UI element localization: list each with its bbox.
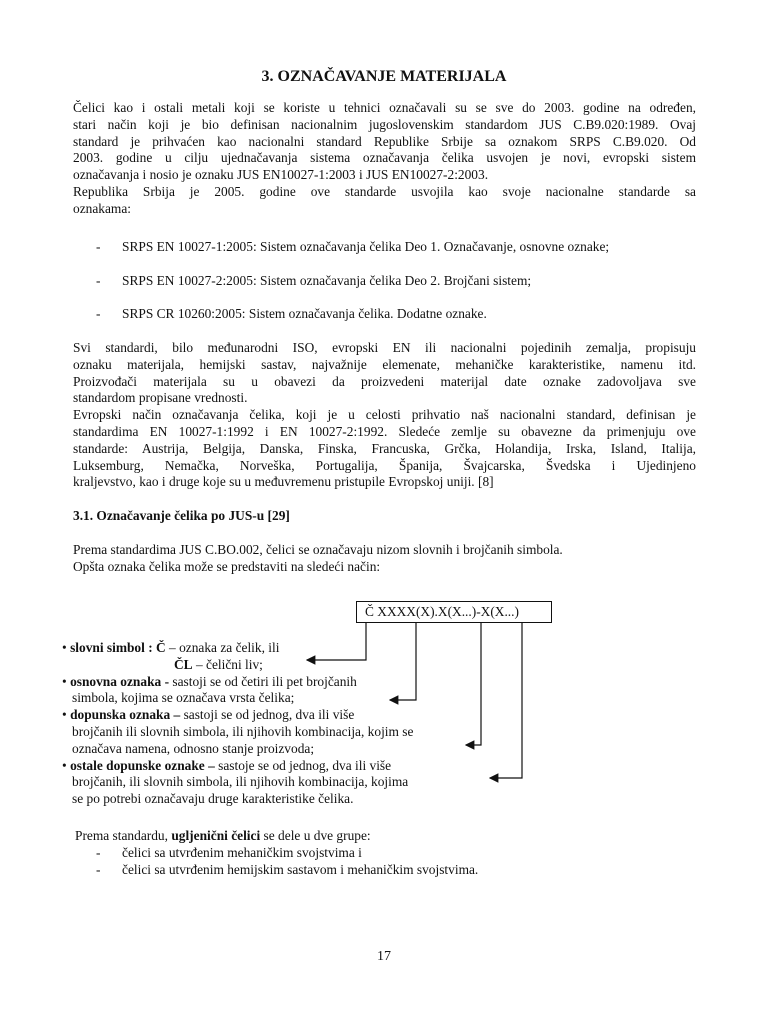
text-line: označavanja i nosio je oznaku JUS EN10027-1:2003 i JUS EN10027-2:2003. [73,167,489,183]
legend-text: se po potrebi označavaju druge karakteristike čelika. [72,791,354,807]
list-item-text: SRPS EN 10027-1:2005: Sistem označavanja čelika Deo 1. Označavanje, osnovne oznake; [122,239,610,254]
text-line: Svi standardi, bilo međunarodni ISO, evropski EN ili nacionalni pojedinih zemalja, propisuju [73,340,696,355]
legend-text: – čelični liv; [192,656,263,672]
legend-item-basic-mark [62,674,413,691]
arrow-other-marks [490,622,522,778]
text-fragment: se dele u dve grupe: [260,828,371,843]
legend-label: ostale dopunske oznake – [70,757,215,773]
list-dash: - [96,306,101,321]
body-paragraph [73,340,696,491]
list-dash: - [96,273,101,288]
legend-symbol: Č [156,640,166,655]
bullet-glyph: • [62,707,67,723]
legend-item-letter-symbol [62,640,413,657]
list-item-text: SRPS EN 10027-2:2005: Sistem označavanja čelika Deo 2. Brojčani sistem; [122,273,532,288]
designation-legend [62,640,413,808]
text-line: Opšta oznaka čelika može se predstaviti na sledeći način: [73,558,381,574]
legend-symbol: ČL [174,656,193,672]
standards-list-item [96,239,609,256]
page-title: 3. OZNAČAVANJE MATERIJALA [261,68,507,85]
text-line: Republika Srbija je 2005. godine ove standarde usvojila kao svoje nacionalne standarde sa [73,183,696,199]
text-line: oznaku materijala, hemijski sastav, najvažnije elemenate, mehaničke karakteristike, namenu itd. [73,356,696,372]
text-fragment: Prema standardu, [75,828,172,843]
emphasis: ugljenični čelici [171,828,261,843]
legend-text: sastoji se od jednog, dva ili više [180,707,355,723]
bullet-glyph: • [62,757,67,773]
section-subheading: 3.1. Označavanje čelika po JUS-u [29] [73,508,290,523]
list-dash: - [96,862,101,877]
jus-intro-paragraph [73,542,696,576]
arrow-supplementary-mark [466,622,481,745]
legend-text: brojčanih ili slovnih simbola, ili njihovih kombinacija, kojim se [72,723,414,739]
list-dash: - [96,845,101,860]
text-line: standardima EN 10027-1:1992 i EN 10027-2:1992. Sledeće zemlje su obavezne da primenjuju ove [73,423,696,439]
legend-text: sastoje se od jednog, dva ili više [214,757,392,773]
text-line: Evropski način označavanja čelika, koji je u celosti prihvatio naš nacionalni standard, definisan je [73,407,696,423]
text-line: kraljevstvo, kao i druge koje su u međuvremenu pristupile Evropskoj uniji. [8] [73,474,494,490]
text-line: Prema standardima JUS C.BO.002, čelici se označavaju nizom slovnih i brojčanih simbola. [73,542,563,557]
text-line: Proizvođači materijala su u obavezi da proizvedeni materijal date oznake zadovoljava sve [73,373,696,389]
legend-label: dopunska oznaka – [70,707,181,723]
text-line: standarde: Austrija, Belgija, Danska, Finska, Francuska, Grčka, Holandija, Irska, Island, Italija, [73,440,696,456]
legend-text: sastoji se od četiri ili pet brojčanih [169,673,357,689]
legend-text: označava namena, odnosno stanje proizvoda; [72,740,315,756]
text-line: standard je prihvaćen kao nacionalni standard Republike Srbije sa oznakom SRPS C.B9.020. Od [73,133,696,149]
text-line: Čelici kao i ostali metali koji se koriste u tehnici označavali su se sve do 2003. godine na određen, [73,100,696,115]
list-item-text: čelici sa utvrđenim mehaničkim svojstvima i [122,845,362,860]
standards-list-item [96,306,487,323]
legend-text: simbola, kojima se označava vrsta čelika; [72,690,295,706]
list-item-text: SRPS CR 10260:2005: Sistem označavanja čelika. Dodatne oznake. [122,306,487,321]
carbon-list-item [96,845,362,862]
intro-paragraph [73,100,696,218]
list-dash: - [96,239,101,254]
steel-designation-formula: Č XXXX(X).X(X...)-X(X...) [356,601,552,623]
text-line: standardom propisane vrednosti. [73,390,248,406]
legend-label: osnovna oznaka - [70,673,170,689]
page-number: 17 [377,949,391,964]
text-line: stari način koji je bio definisan nacionalnim jugoslovenskim standardom JUS C.B9.020:1989. Ovaj [73,116,696,132]
list-item-text: čelici sa utvrđenim hemijskim sastavom i mehaničkim svojstvima. [122,862,479,877]
legend-label: slovni simbol : [70,640,153,655]
legend-item-supplementary-mark [62,707,413,724]
bullet-glyph: • [62,640,67,655]
text-line: Luksemburg, Nemačka, Norveška, Portugalija, Španija, Švajcarska, Švedska i Ujedinjeno [73,457,696,473]
legend-item-other-marks [62,758,413,775]
text-line: oznakama: [73,200,131,216]
standards-list-item [96,273,531,290]
legend-text: – oznaka za čelik, ili [165,640,280,655]
legend-item-letter-symbol-alt [62,657,413,674]
carbon-list-item [96,862,478,879]
carbon-steel-paragraph [75,828,698,845]
bullet-glyph: • [62,673,67,689]
legend-text: brojčanih, ili slovnih simbola, ili njihovih kombinacija, kojima [72,774,409,790]
text-line: 2003. godine u cilju ujednačavanja sistema označavanja čelika usvojen je novi, evropski sistem [73,150,696,166]
